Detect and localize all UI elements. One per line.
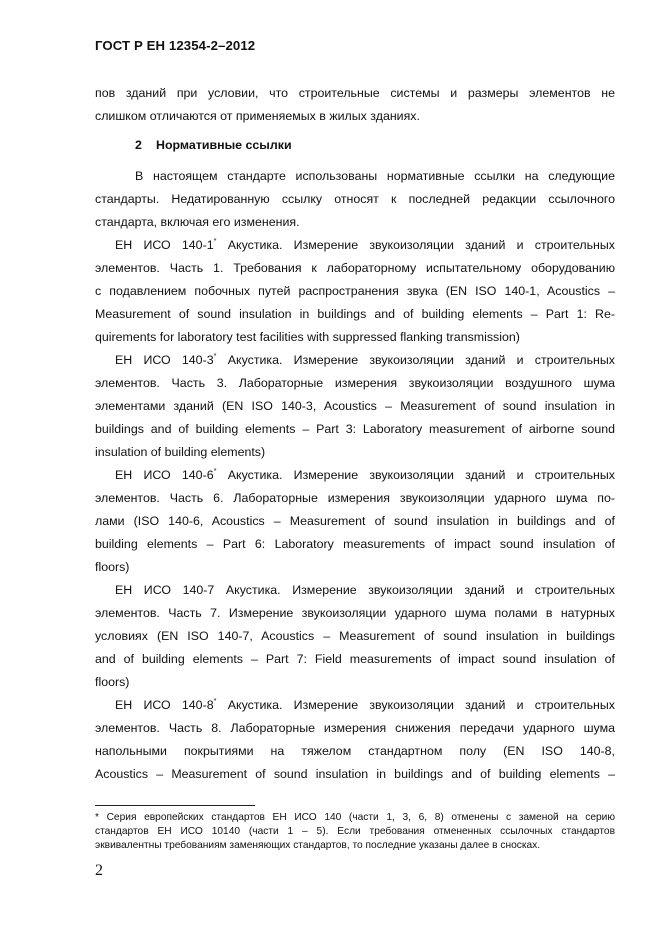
footnote-mark: * [213, 351, 217, 360]
footnote-mark: * [213, 236, 217, 245]
footnote-mark: * [213, 696, 217, 705]
text-line: insulation of building elements) [95, 445, 266, 459]
section-number: 2 [135, 138, 142, 152]
footnote-line: * Серия европейских стандартов ЕН ИСО 140 (части 1, 3, 6, 8) отменены с заменой на серию [95, 812, 615, 823]
page-number: 2 [95, 862, 103, 879]
text-line: условиях (EN ISO 140-7, Acoustics – Measurement of sound insulation in buildings [95, 629, 615, 643]
text-line: элементов. Часть 8. Лабораторные измерения снижения передачи ударного шума [95, 721, 615, 735]
reference-140-7-first-line: ЕН ИСО 140-7 Акустика. Измерение звукоизоляции зданий и строительных [115, 583, 615, 597]
ref-code: ЕН ИСО 140-3 [115, 353, 214, 367]
ref-title: Акустика. Измерение звукоизоляции зданий и строительных [216, 698, 615, 712]
text-line: floors) [95, 675, 130, 689]
reference-140-1-first-line [115, 237, 615, 253]
text-line: and of building elements – Part 7: Field measurements of impact sound insulation of [95, 652, 615, 666]
reference-140-6-first-line [115, 467, 615, 483]
text-line: с подавлением побочных путей распространения звука (EN ISO 140-1, Acoustics – [95, 284, 615, 298]
section-title: Нормативные ссылки [156, 138, 292, 152]
text-line: quirements for laboratory test facilities with suppressed flanking transmission) [95, 330, 520, 344]
footnote-line: эквивалентны требованиям заменяющих стандартов, то последние указаны далее в сносках. [95, 840, 541, 851]
text-line: элементами зданий (EN ISO 140-3, Acoustics – Measurement of sound insulation in [95, 399, 615, 413]
footnote-line: стандартов ЕН ИСО 10140 (части 1 – 5). Если требования отмененных ссылочных стандартов [95, 826, 615, 837]
text-line: элементов. Часть 7. Измерение звукоизоляции ударного шума полами в натурных [95, 606, 615, 620]
text-line: напольными покрытиями на тяжелом стандартном полу (EN ISO 140-8, [95, 744, 615, 758]
reference-140-3-first-line [115, 352, 615, 368]
text-line: buildings and of building elements – Part 3: Laboratory measurement of airborne sound [95, 422, 615, 436]
text-line: слишком отличаются от применяемых в жилых зданиях. [95, 109, 420, 123]
text-line: стандарта, включая его изменения. [95, 215, 300, 229]
text-line: В настоящем стандарте использованы нормативные ссылки на следующие [135, 169, 615, 183]
text-line: floors) [95, 560, 130, 574]
ref-code: ЕН ИСО 140-6 [115, 468, 214, 482]
text-line: лами (ISO 140-6, Acoustics – Measurement of sound insulation in buildings and of [95, 514, 615, 528]
text-line: building elements – Part 6: Laboratory measurements of impact sound insulation of [95, 537, 615, 551]
ref-code: ЕН ИСО 140-1 [115, 238, 214, 252]
document-header: ГОСТ Р ЕН 12354-2–2012 [95, 38, 256, 53]
ref-title: Акустика. Измерение звукоизоляции зданий и строительных [216, 353, 615, 367]
text-line: пов зданий при условии, что строительные системы и размеры элементов не [95, 86, 615, 100]
text-line: стандарты. Недатированную ссылку относят к последней редакции ссылочного [95, 192, 615, 206]
ref-title: Акустика. Измерение звукоизоляции зданий и строительных [216, 238, 615, 252]
text-line: Measurement of sound insulation in buildings and of building elements – Part 1: Re- [95, 307, 615, 321]
footnote-separator [95, 805, 255, 806]
ref-title: Акустика. Измерение звукоизоляции зданий и строительных [216, 468, 615, 482]
text-line: элементов. Часть 1. Требования к лабораторному испытательному оборудованию [95, 261, 615, 275]
reference-140-8-first-line [115, 697, 615, 713]
footnote-mark: * [213, 466, 217, 475]
text-line: Acoustics – Measurement of sound insulation in buildings and of building elements – [95, 767, 615, 781]
text-line: элементов. Часть 3. Лабораторные измерения звукоизоляции воздушного шума [95, 376, 615, 390]
ref-code: ЕН ИСО 140-8 [115, 698, 214, 712]
text-line: элементов. Часть 6. Лабораторные измерения звукоизоляции ударного шума по- [95, 491, 615, 505]
